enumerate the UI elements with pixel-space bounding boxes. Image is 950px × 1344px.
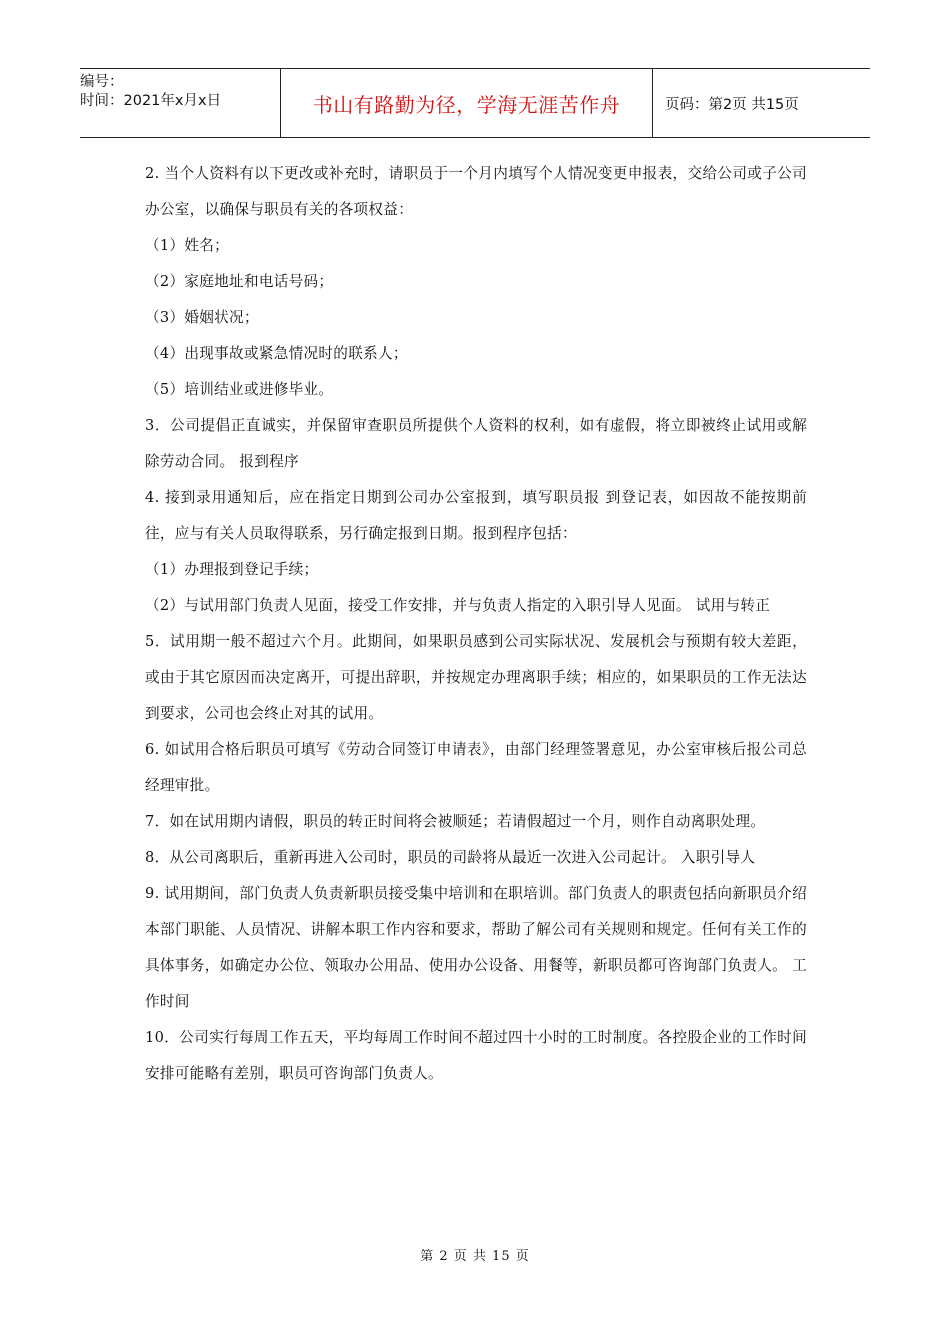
list-item-address: （2）家庭地址和电话号码； <box>145 273 334 290</box>
paragraph-7: 7．如在试用期内请假，职员的转正时间将会被顺延；若请假超过一个月，则作自动离职处理。 <box>145 813 766 830</box>
list-item-meeting: （2）与试用部门负责人见面，接受工作安排，并与负责人指定的入职引导人见面。 试用与转正 <box>145 597 771 614</box>
list-item-training: （5）培训结业或进修毕业。 <box>145 381 334 398</box>
list-item-name: （1）姓名； <box>145 237 230 254</box>
paragraph-6: 6. 如试用合格后职员可填写《劳动合同签订申请表》，由部门经理签署意见，办公室审核后报公司总经理审批。 <box>145 741 807 794</box>
header-motto: 书山有路勤为径，学海无涯苦作舟 <box>312 92 621 117</box>
header-motto-cell <box>280 69 653 137</box>
list-item-registration: （1）办理报到登记手续； <box>145 561 319 578</box>
list-item-contact: （4）出现事故或紧急情况时的联系人； <box>145 345 408 362</box>
paragraph-10: 10．公司实行每周工作五天，平均每周工作时间不超过四十小时的工时制度。各控股企业的工作时间安排可能略有差别，职员可咨询部门负责人。 <box>145 1029 807 1082</box>
document-header <box>80 68 870 138</box>
document-body <box>145 156 807 1092</box>
paragraph-5: 5．试用期一般不超过六个月。此期间，如果职员感到公司实际状况、发展机会与预期有较大差距，或由于其它原因而决定离开，可提出辞职，并按规定办理离职手续；相应的，如果职员的工作无法达到要求，公司也会终止对其的试用。 <box>145 633 807 722</box>
header-meta <box>80 69 280 137</box>
paragraph-4: 4. 接到录用通知后，应在指定日期到公司办公室报到，填写职员报 到登记表，如因故不能按期前往，应与有关人员取得联系，另行确定报到日期。报到程序包括： <box>145 489 807 542</box>
paragraph-2: 2. 当个人资料有以下更改或补充时，请职员于一个月内填写个人情况变更申报表，交给公司或子公司办公室，以确保与职员有关的各项权益： <box>145 165 807 218</box>
serial-number-label: 编号： <box>80 74 124 90</box>
paragraph-8: 8．从公司离职后，重新再进入公司时，职员的司龄将从最近一次进入公司起计。 入职引导人 <box>145 849 756 866</box>
header-page-info: 页码：第2页 共15页 <box>665 96 799 113</box>
date-label: 时间：2021年x月x日 <box>80 93 222 109</box>
paragraph-9: 9. 试用期间，部门负责人负责新职员接受集中培训和在职培训。部门负责人的职责包括向新职员介绍本部门职能、人员情况、讲解本职工作内容和要求，帮助了解公司有关规则和规定。任何有关工作的具体事务，如确定办公位、领取办公用品、使用办公设备、用餐等，新职员都可咨询部门负责人。 工作时间 <box>145 885 807 1010</box>
page-footer: 第 2 页 共 15 页 <box>420 1249 530 1264</box>
header-page-cell <box>653 69 870 137</box>
paragraph-3: 3．公司提倡正直诚实，并保留审查职员所提供个人资料的权利，如有虚假，将立即被终止试用或解除劳动合同。 报到程序 <box>145 417 807 470</box>
list-item-marital: （3）婚姻状况； <box>145 309 259 326</box>
